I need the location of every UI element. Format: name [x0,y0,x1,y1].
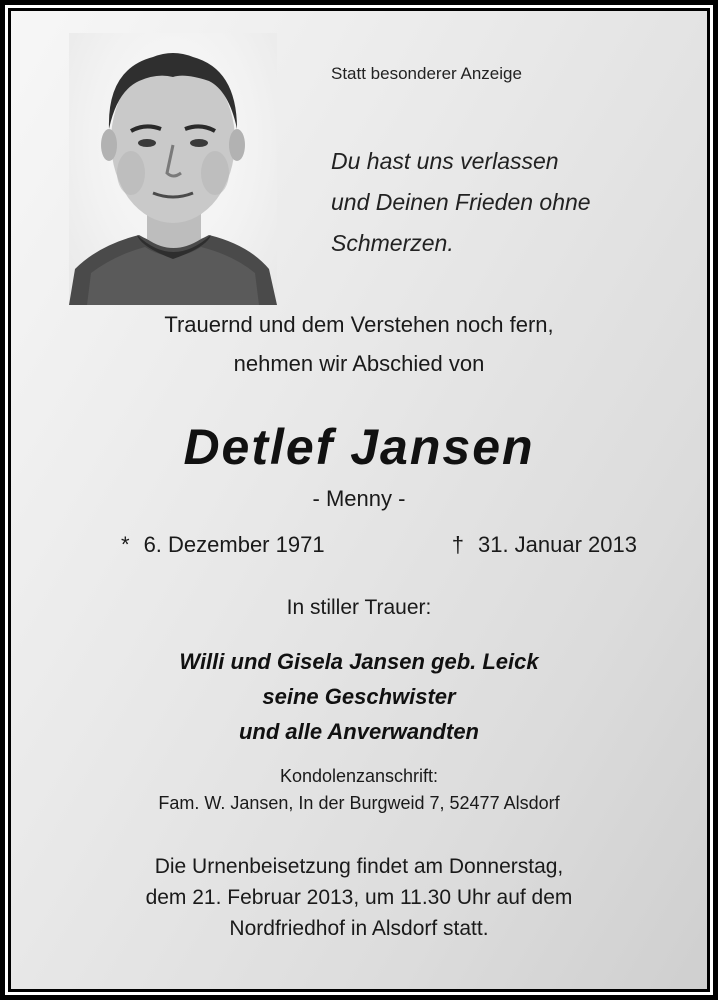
death-date: 31. Januar 2013 [477,532,637,557]
quote-line: Du hast uns verlassen [331,148,559,174]
birth-entry [121,532,325,558]
family-line: seine Geschwister [262,684,456,709]
funeral-line: dem 21. Februar 2013, um 11.30 Uhr auf dem [145,886,573,909]
family-line: Willi und Gisela Jansen geb. Leick [179,649,539,674]
quote-line: und Deinen Frieden ohne [331,189,591,215]
intro-line: Statt besonderer Anzeige [331,64,522,83]
nickname: - Menny - [312,486,406,511]
funeral-info [11,851,707,944]
birth-date: 6. Dezember 1971 [143,532,325,557]
funeral-line: Die Urnenbeisetzung findet am Donnerstag, [154,855,564,878]
mourning-label: In stiller Trauer: [286,596,432,619]
deceased-name: Detlef Jansen [183,419,535,475]
portrait-image [69,33,277,305]
inner-border [5,5,713,995]
life-dates [121,532,637,558]
quote-line: Schmerzen. [331,230,454,256]
funeral-line: Nordfriedhof in Alsdorf statt. [229,917,489,940]
portrait-photo [69,33,277,305]
condolence-address: Fam. W. Jansen, In der Burgweid 7, 52477 Alsdorf [158,793,560,813]
family-block [11,644,707,749]
condolence-label: Kondolenzanschrift: [279,766,439,786]
death-entry [452,532,637,558]
lead-line: nehmen wir Abschied von [233,351,485,376]
lead-line: Trauernd und dem Verstehen noch fern, [164,312,554,337]
death-cross-icon: † [451,532,464,557]
birth-star-icon: * [121,532,130,557]
obituary-panel [8,8,710,992]
family-line: und alle Anverwandten [238,719,479,744]
quote-block [331,141,691,264]
